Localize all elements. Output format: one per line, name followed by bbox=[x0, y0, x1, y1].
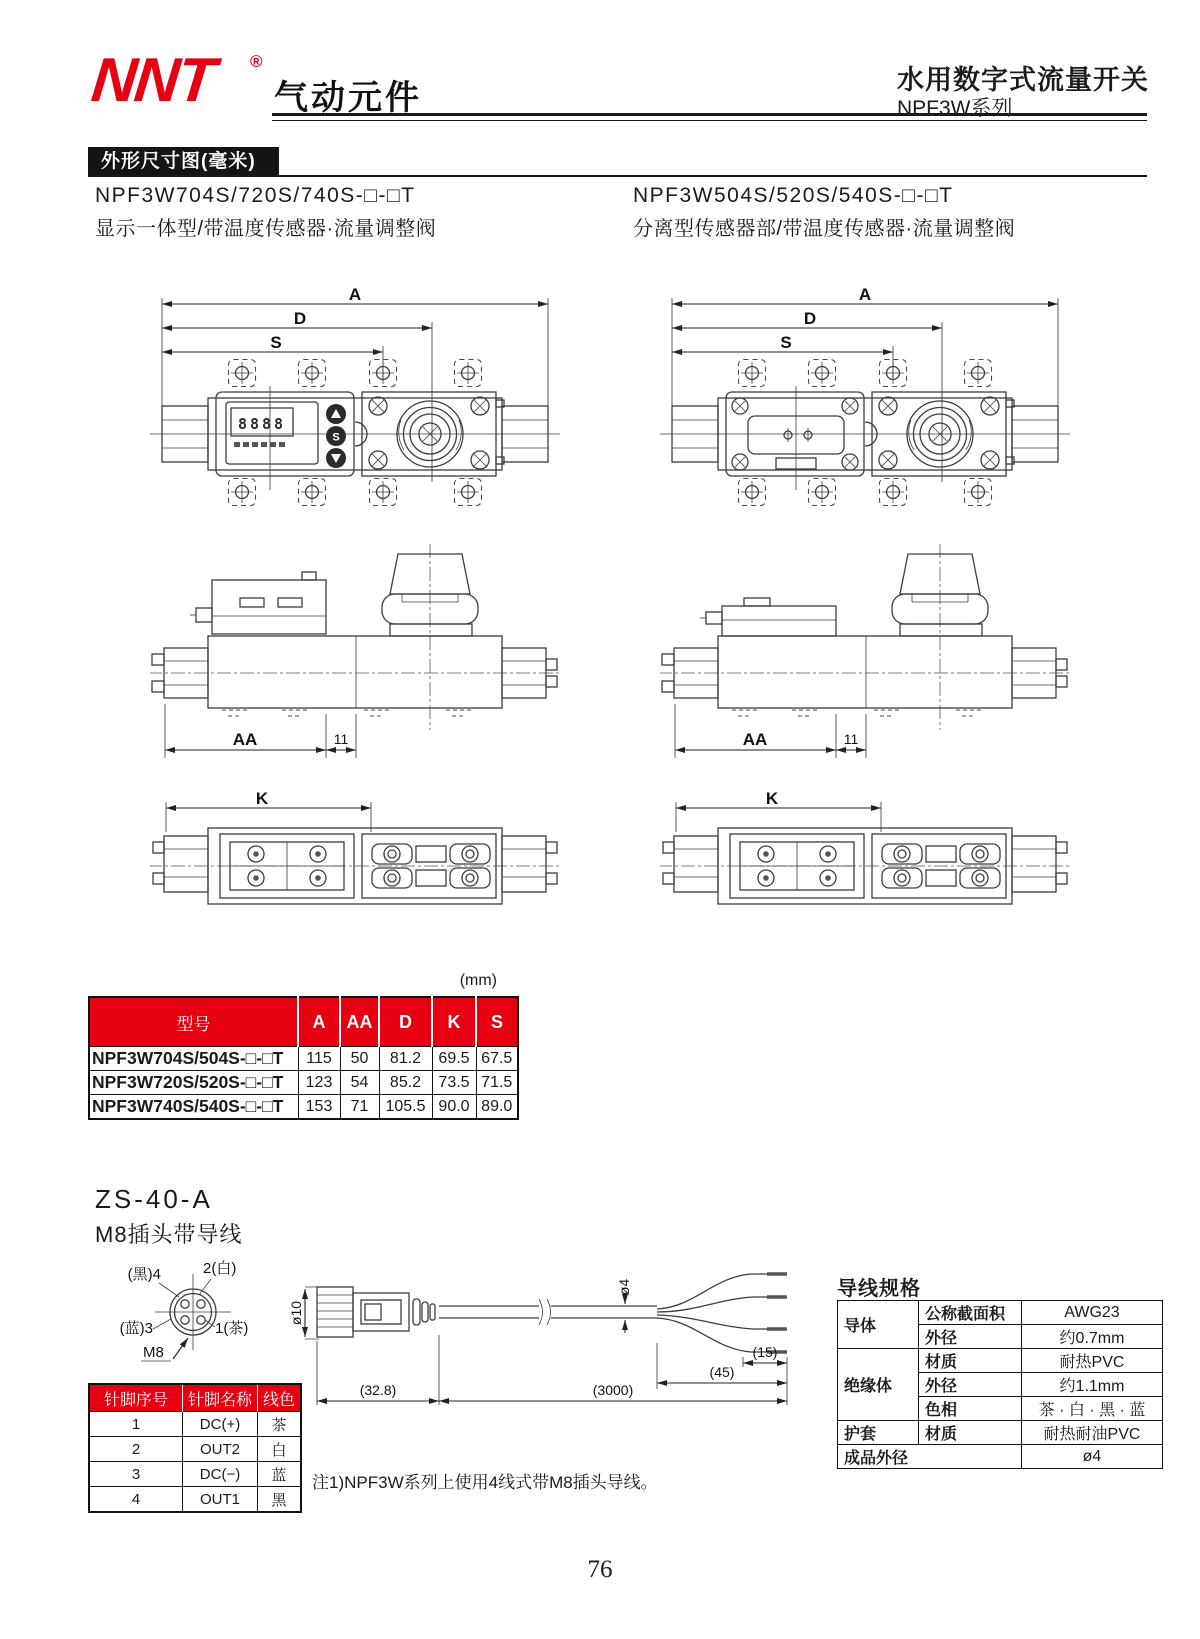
dia4-label: ø4 bbox=[616, 1278, 632, 1296]
dim-label-d: D bbox=[293, 309, 307, 328]
value-cell: 71.5 bbox=[476, 1071, 518, 1095]
pin2-label: 2(白) bbox=[203, 1260, 237, 1277]
dim-label-a: A bbox=[858, 288, 872, 304]
drawing-bottom-view-left bbox=[150, 792, 560, 920]
spec-group: 绝缘体 bbox=[838, 1349, 919, 1421]
dim-label-k: K bbox=[765, 792, 779, 808]
mount-hole bbox=[965, 360, 992, 387]
dim-label-s: S bbox=[270, 333, 282, 352]
model-desc-left: 显示一体型/带温度传感器·流量调整阀 bbox=[95, 218, 437, 240]
display-head bbox=[190, 572, 326, 634]
wire-color: 蓝 bbox=[258, 1462, 302, 1487]
value-cell: 71 bbox=[340, 1095, 379, 1120]
series-name: NPF3W系列 bbox=[897, 97, 1013, 120]
model-title-right: NPF3W504S/520S/540S-□-□T bbox=[633, 184, 954, 207]
pin3-label: (蓝)3 bbox=[119, 1320, 153, 1337]
table-row bbox=[838, 1301, 1163, 1325]
spec-group: 导体 bbox=[838, 1301, 919, 1349]
svg-text:S: S bbox=[332, 431, 340, 444]
pin-4 bbox=[181, 1300, 189, 1308]
dim-label-s: S bbox=[780, 333, 792, 352]
col-header-pin-no: 针脚序号 bbox=[89, 1384, 183, 1412]
table-row bbox=[89, 1487, 301, 1513]
dim-label-k: K bbox=[255, 792, 269, 808]
table-row bbox=[838, 1349, 1163, 1373]
table-row bbox=[89, 1462, 301, 1487]
col-header-model: 型号 bbox=[89, 997, 298, 1047]
mount-hole bbox=[299, 479, 326, 506]
spec-attr: 材质 bbox=[919, 1349, 1022, 1373]
pin1-label: 1(茶) bbox=[215, 1320, 249, 1337]
drawing-side-view-integrated bbox=[150, 518, 560, 768]
pin4-label: (黑)4 bbox=[127, 1266, 161, 1283]
pin-name: OUT1 bbox=[183, 1487, 258, 1513]
knurled-nut bbox=[317, 1287, 353, 1337]
mount-hole bbox=[965, 479, 992, 506]
wire-spec-table bbox=[837, 1300, 1163, 1469]
wire-color: 白 bbox=[258, 1437, 302, 1462]
dim-32-8: (32.8) bbox=[359, 1382, 397, 1398]
spec-value: 茶 · 白 · 黑 · 蓝 bbox=[1022, 1397, 1163, 1421]
model-cell: NPF3W740S/540S-□-□T bbox=[89, 1095, 298, 1120]
m8-label: M8 bbox=[143, 1344, 164, 1361]
dimension-table bbox=[88, 996, 519, 1120]
table-row bbox=[89, 1047, 518, 1071]
wire-spec-title: 导线规格 bbox=[837, 1278, 921, 1300]
connector-port bbox=[706, 612, 722, 624]
pin-no: 4 bbox=[89, 1487, 183, 1513]
dim-label-aa: AA bbox=[742, 730, 768, 749]
value-cell: 153 bbox=[298, 1095, 340, 1120]
brand-logo: NNT bbox=[88, 46, 218, 115]
spec-value: AWG23 bbox=[1022, 1301, 1163, 1325]
mount-hole bbox=[809, 479, 836, 506]
mount-hole bbox=[370, 479, 397, 506]
dia10-label: ø10 bbox=[288, 1300, 304, 1326]
value-cell: 90.0 bbox=[432, 1095, 476, 1120]
spec-value: 约1.1mm bbox=[1022, 1373, 1163, 1397]
wire-color: 黑 bbox=[258, 1487, 302, 1513]
display-digits: 8888 bbox=[237, 415, 287, 433]
dim-label-11: 11 bbox=[333, 731, 349, 747]
spec-attr: 公称截面积 bbox=[919, 1301, 1022, 1325]
table-row bbox=[89, 1437, 301, 1462]
dim-45: (45) bbox=[709, 1364, 735, 1380]
col-header-pin-name: 针脚名称 bbox=[183, 1384, 258, 1412]
spec-value: 约0.7mm bbox=[1022, 1325, 1163, 1349]
mount-hole bbox=[809, 360, 836, 387]
connector-side-view bbox=[288, 1274, 787, 1405]
col-header-wire-color: 线色 bbox=[258, 1384, 302, 1412]
drawing-top-view-integrated bbox=[150, 288, 560, 506]
pipe-left bbox=[164, 836, 208, 892]
registered-mark: ® bbox=[250, 52, 263, 71]
model-title-left: NPF3W704S/720S/740S-□-□T bbox=[95, 184, 416, 207]
connector-face-view bbox=[120, 1260, 249, 1361]
spec-value: 耐热PVC bbox=[1022, 1349, 1163, 1373]
spec-attr: 外径 bbox=[919, 1325, 1022, 1349]
wire-leads bbox=[657, 1274, 787, 1352]
pin-3 bbox=[181, 1316, 189, 1324]
table-header-row bbox=[89, 1384, 301, 1412]
value-cell: 115 bbox=[298, 1047, 340, 1071]
mount-hole bbox=[880, 360, 907, 387]
value-cell: 105.5 bbox=[379, 1095, 432, 1120]
col-header-d: D bbox=[379, 997, 432, 1047]
unit-label: (mm) bbox=[459, 972, 497, 989]
dim-label-d: D bbox=[803, 309, 817, 328]
drawing-top-view-separated bbox=[660, 288, 1070, 506]
pin-1 bbox=[197, 1316, 205, 1324]
spec-value: 耐热耐油PVC bbox=[1022, 1421, 1163, 1445]
table-row bbox=[89, 1412, 301, 1437]
value-cell: 67.5 bbox=[476, 1047, 518, 1071]
footnote: 注1)NPF3W系列上使用4线式带M8插头导线。 bbox=[312, 1473, 658, 1492]
pin-name: OUT2 bbox=[183, 1437, 258, 1462]
body bbox=[718, 636, 1012, 708]
mount-hole bbox=[455, 479, 482, 506]
spec-group: 护套 bbox=[838, 1421, 919, 1445]
pin-table bbox=[88, 1383, 302, 1513]
pin-no: 2 bbox=[89, 1437, 183, 1462]
dim-label-11: 11 bbox=[843, 731, 859, 747]
model-cell: NPF3W704S/504S-□-□T bbox=[89, 1047, 298, 1071]
cable-break bbox=[539, 1299, 551, 1325]
mount-hole bbox=[229, 479, 256, 506]
connector-port bbox=[196, 608, 212, 622]
table-row bbox=[89, 1071, 518, 1095]
spec-attr: 外径 bbox=[919, 1373, 1022, 1397]
model-desc-right: 分离型传感器部/带温度传感器·流量调整阀 bbox=[633, 218, 1016, 240]
value-cell: 54 bbox=[340, 1071, 379, 1095]
value-cell: 85.2 bbox=[379, 1071, 432, 1095]
body bbox=[208, 636, 502, 708]
col-header-k: K bbox=[432, 997, 476, 1047]
mount-hole bbox=[739, 479, 766, 506]
header-rule bbox=[272, 113, 1147, 121]
mount-hole bbox=[299, 360, 326, 387]
pin-name: DC(−) bbox=[183, 1462, 258, 1487]
table-row bbox=[89, 1095, 518, 1120]
drawing-side-view-separated bbox=[660, 518, 1070, 768]
brand-subtitle: 气动元件 bbox=[274, 79, 422, 117]
spec-value: ø4 bbox=[1022, 1445, 1163, 1469]
dim-label-a: A bbox=[348, 288, 362, 304]
mount-panel-left bbox=[220, 834, 354, 898]
spec-group: 成品外径 bbox=[838, 1445, 1022, 1469]
drawing-bottom-view-right bbox=[660, 792, 1070, 920]
col-header-s: S bbox=[476, 997, 518, 1047]
section-underline bbox=[88, 175, 1147, 177]
dim-label-aa: AA bbox=[232, 730, 258, 749]
pin-no: 3 bbox=[89, 1462, 183, 1487]
value-cell: 123 bbox=[298, 1071, 340, 1095]
mount-hole bbox=[370, 360, 397, 387]
pipe-left bbox=[674, 836, 718, 892]
page-title: 水用数字式流量开关 bbox=[897, 65, 1149, 95]
mount-panel-left bbox=[730, 834, 864, 898]
value-cell: 69.5 bbox=[432, 1047, 476, 1071]
page-number: 76 bbox=[587, 1556, 613, 1583]
pipe-right bbox=[502, 836, 546, 892]
model-cell: NPF3W720S/520S-□-□T bbox=[89, 1071, 298, 1095]
value-cell: 89.0 bbox=[476, 1095, 518, 1120]
sensor-head bbox=[700, 598, 836, 636]
pin-no: 1 bbox=[89, 1412, 183, 1437]
pipe-right bbox=[1012, 836, 1056, 892]
value-cell: 73.5 bbox=[432, 1071, 476, 1095]
pin-name: DC(+) bbox=[183, 1412, 258, 1437]
dim-3000: (3000) bbox=[592, 1382, 634, 1398]
cable-model-title: ZS-40-A bbox=[95, 1184, 213, 1214]
dim-15: (15) bbox=[752, 1344, 778, 1360]
cable-line bbox=[439, 1306, 657, 1318]
wire-color: 茶 bbox=[258, 1412, 302, 1437]
spec-attr: 色相 bbox=[919, 1397, 1022, 1421]
pin-2 bbox=[197, 1300, 205, 1308]
col-header-aa: AA bbox=[340, 997, 379, 1047]
mount-hole bbox=[880, 479, 907, 506]
section-header: 外形尺寸图(毫米) bbox=[88, 147, 279, 177]
table-row bbox=[838, 1445, 1163, 1469]
value-cell: 81.2 bbox=[379, 1047, 432, 1071]
cable-subtitle: M8插头带导线 bbox=[95, 1222, 243, 1247]
mount-hole bbox=[229, 360, 256, 387]
col-header-a: A bbox=[298, 997, 340, 1047]
table-row bbox=[838, 1421, 1163, 1445]
spec-attr: 材质 bbox=[919, 1421, 1022, 1445]
value-cell: 50 bbox=[340, 1047, 379, 1071]
mount-hole bbox=[455, 360, 482, 387]
mount-hole bbox=[739, 360, 766, 387]
table-header-row bbox=[89, 997, 518, 1047]
